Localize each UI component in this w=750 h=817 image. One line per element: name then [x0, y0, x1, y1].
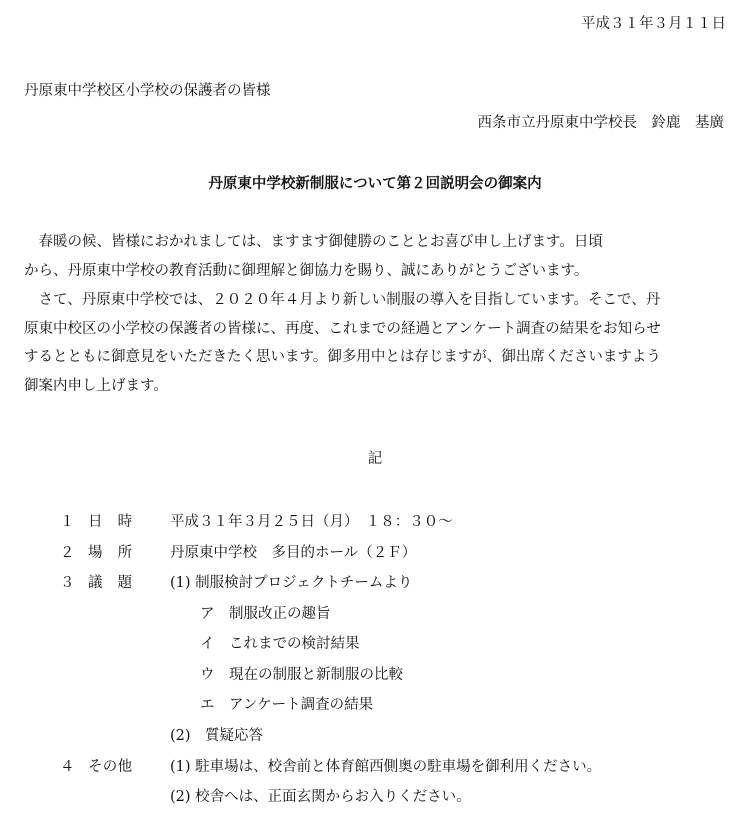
item-3-label: 議 題 [88, 575, 133, 591]
item-3-point-a: ア 制服改正の趣旨 [200, 606, 331, 622]
item-3-sub-2: (2) 質疑応答 [170, 728, 264, 744]
item-1-label: 日 時 [88, 514, 133, 530]
item-2-number: ２ [60, 545, 75, 561]
paragraph-line: 春暖の候、皆様におかれましては、ますます御健勝のこととお喜び申し上げます。日頃 [24, 234, 603, 250]
ki-heading: 記 [367, 451, 383, 467]
paragraph-line: から、丹原東中学校の教育活動に御理解と御協力を賜り、誠にありがとうございます。 [24, 262, 589, 279]
paragraph-line: さて、丹原東中学校では、２０２０年４月より新しい制服の導入を目指しています。そこで、丹 [24, 292, 661, 308]
item-3-point-e: エ アンケート調査の結果 [200, 697, 374, 713]
paragraph-line: するとともに御意見をいただきたく思います。御多用中とは存じますが、御出席くださいますよう [24, 349, 661, 366]
item-3-point-u: ウ 現在の制服と新制服の比較 [200, 667, 403, 683]
document-title: 丹原東中学校新制服について第２回説明会の御案内 [208, 175, 542, 192]
recipient-line: 丹原東中学校区小学校の保護者の皆様 [24, 83, 271, 99]
item-4-sub-1: (1) 駐車場は、校舎前と体育館西側奥の駐車場を御利用ください。 [170, 759, 602, 775]
document-date: 平成３１年３月１１日 [581, 16, 726, 32]
item-3-number: ３ [60, 575, 75, 591]
paragraph-greeting [24, 228, 728, 285]
item-1-number: １ [60, 514, 75, 530]
item-3-point-i: イ これまでの検討結果 [200, 636, 360, 652]
item-4-label: その他 [88, 759, 133, 775]
paragraph-main [24, 286, 728, 401]
item-4-sub-2: (2) 校舎へは、正面玄関からお入りください。 [170, 789, 471, 805]
sender-line: 西条市立丹原東中学校長 鈴鹿 基廣 [477, 115, 724, 131]
item-4-number: ４ [60, 759, 75, 775]
item-3-sub-1: (1) 制服検討プロジェクトチームより [170, 575, 413, 591]
item-2-label: 場 所 [88, 545, 133, 561]
item-2-value: 丹原東中学校 多目的ホール（２Ｆ） [170, 545, 417, 561]
paragraph-line: 御案内申し上げます。 [24, 378, 168, 395]
item-1-value: 平成３１年３月２５日（月） １８：３０～ [170, 514, 453, 530]
paragraph-line: 原東中校区の小学校の保護者の皆様に、再度、これまでの経過とアンケート調査の結果をお知らせ [24, 320, 661, 337]
